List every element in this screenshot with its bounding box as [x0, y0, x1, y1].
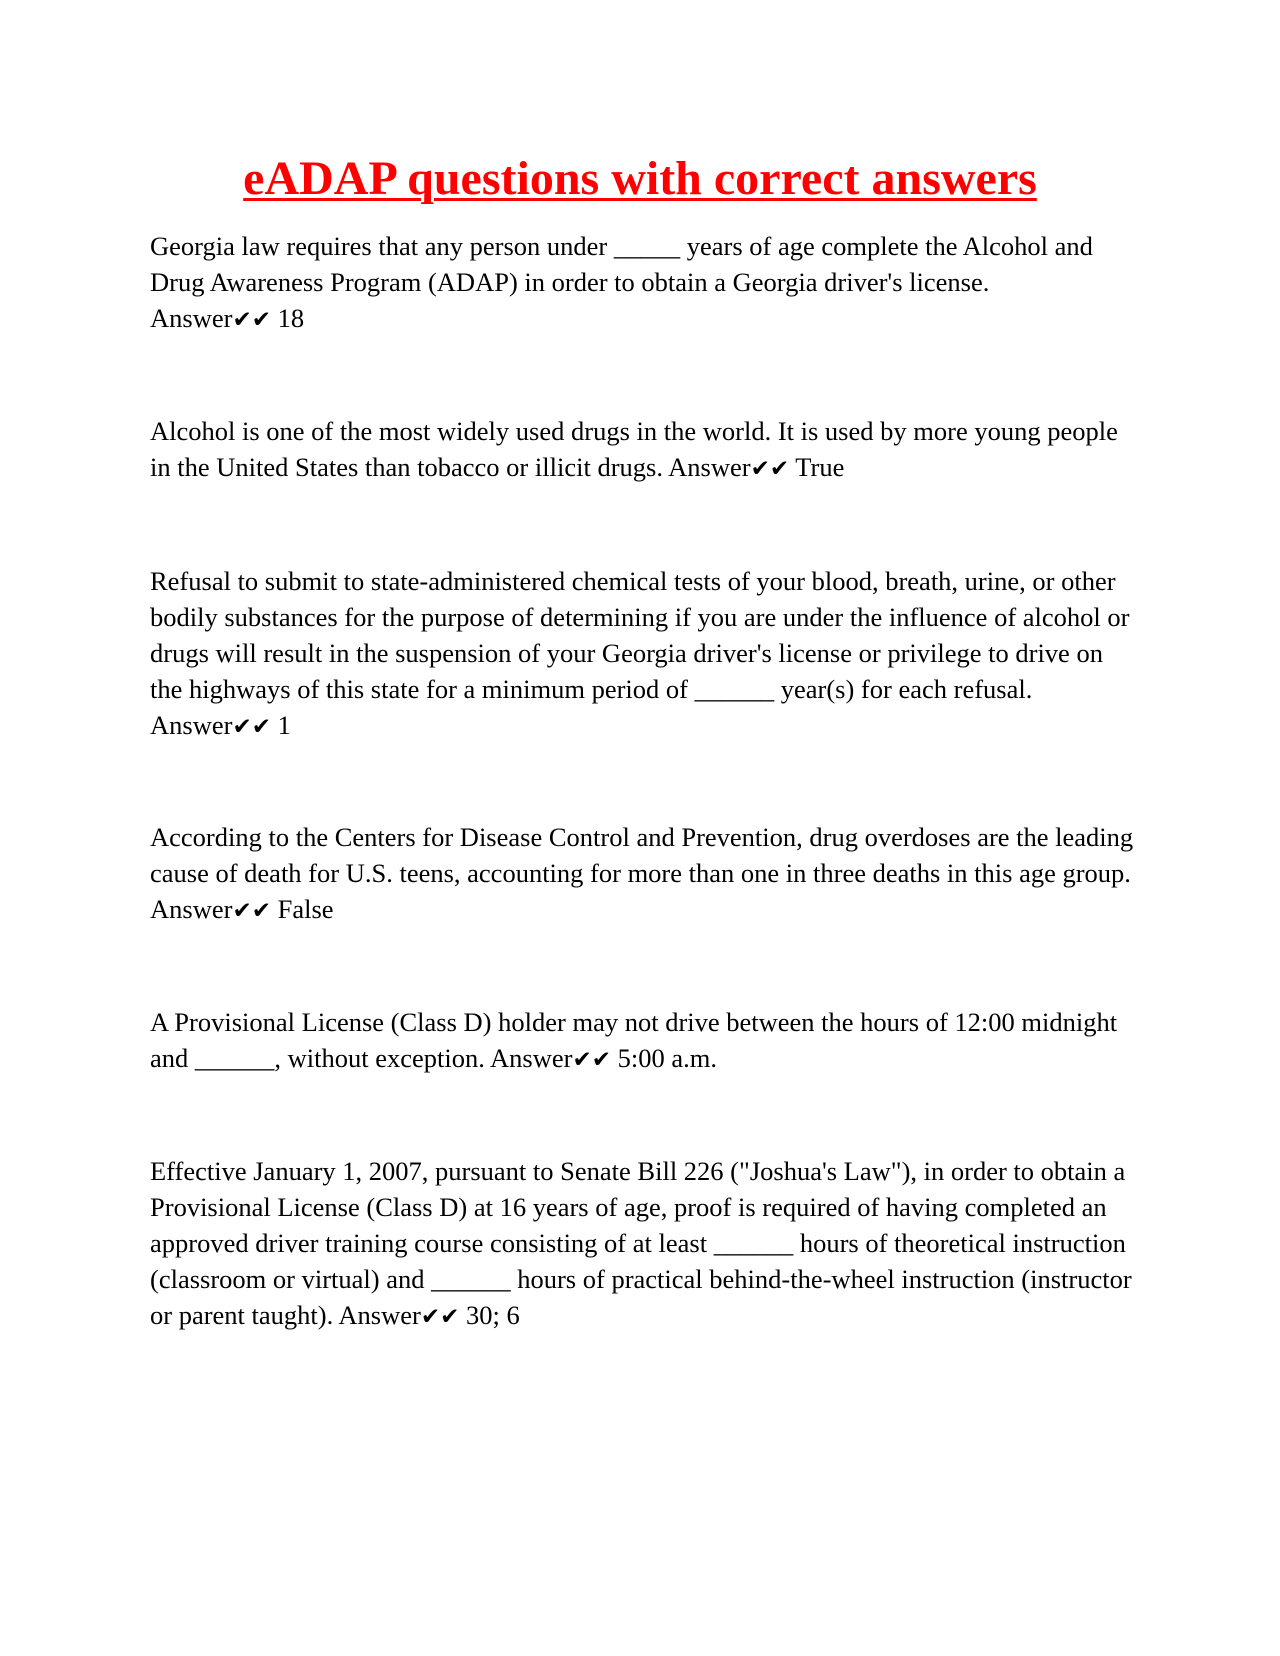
- answer-value: True: [795, 452, 845, 482]
- answer-line: [150, 710, 291, 740]
- check-mark-icon: ✔✔: [750, 456, 790, 482]
- answer-label: Answer: [338, 1300, 421, 1330]
- question-text: According to the Centers for Disease Control and Prevention, drug overdoses are the leading cause of death for U.S. teens, accounting for more than one in three deaths in this age group.: [150, 822, 1134, 888]
- answer-value: False: [277, 894, 334, 924]
- answer-line: [490, 1043, 717, 1073]
- answer-line: [150, 894, 334, 924]
- qa-item: [150, 413, 1140, 487]
- qa-item: [150, 819, 1140, 929]
- answer-value: 5:00 a.m.: [617, 1043, 718, 1073]
- document-title: eADAP questions with correct answers: [243, 152, 1037, 205]
- question-text: A Provisional License (Class D) holder may not drive between the hours of 12:00 midnight and ______, without exception.: [150, 1007, 1118, 1073]
- question-text: Refusal to submit to state-administered chemical tests of your blood, breath, urine, or other bodily substances for the purpose of determining if you are under the influence of alcohol or drugs will result in the suspension of your Georgia driver's license or privilege to drive on the highways of this state for a minimum period of ______ year(s) for each refusal.: [150, 566, 1130, 704]
- answer-line: [150, 303, 304, 333]
- qa-item: [150, 563, 1140, 745]
- answer-label: Answer: [150, 710, 233, 740]
- qa-item: [150, 1004, 1140, 1078]
- check-mark-icon: ✔✔: [232, 898, 271, 924]
- answer-label: Answer: [490, 1043, 573, 1073]
- answer-value: 30; 6: [466, 1300, 520, 1330]
- question-text: Effective January 1, 2007, pursuant to Senate Bill 226 ("Joshua's Law"), in order to obtain a Provisional License (Class D) at 16 years of age, proof is required of having completed an approved driver training course consisting of at least ______ hours of theoretical instruction (classroom or virtual) and ______ hours of practical behind-the-wheel instruction (instructor or parent taught).: [150, 1156, 1132, 1330]
- question-text: Alcohol is one of the most widely used drugs in the world. It is used by more young people in the United States than tobacco or illicit drugs.: [150, 416, 1118, 482]
- answer-label: Answer: [150, 303, 233, 333]
- answer-label: Answer: [150, 894, 233, 924]
- answer-line: [668, 452, 844, 482]
- answer-value: 18: [277, 303, 305, 333]
- check-mark-icon: ✔✔: [572, 1047, 612, 1073]
- check-mark-icon: ✔✔: [420, 1304, 460, 1330]
- check-mark-icon: ✔✔: [232, 714, 271, 740]
- qa-item: [150, 228, 1140, 338]
- answer-value: 1: [277, 710, 291, 740]
- question-text: Georgia law requires that any person under _____ years of age complete the Alcohol and Drug Awareness Program (ADAP) in order to obtain a Georgia driver's license.: [150, 231, 1093, 297]
- answer-label: Answer: [668, 452, 751, 482]
- answer-line: [338, 1300, 519, 1330]
- qa-item: [150, 1153, 1140, 1335]
- check-mark-icon: ✔✔: [232, 307, 271, 333]
